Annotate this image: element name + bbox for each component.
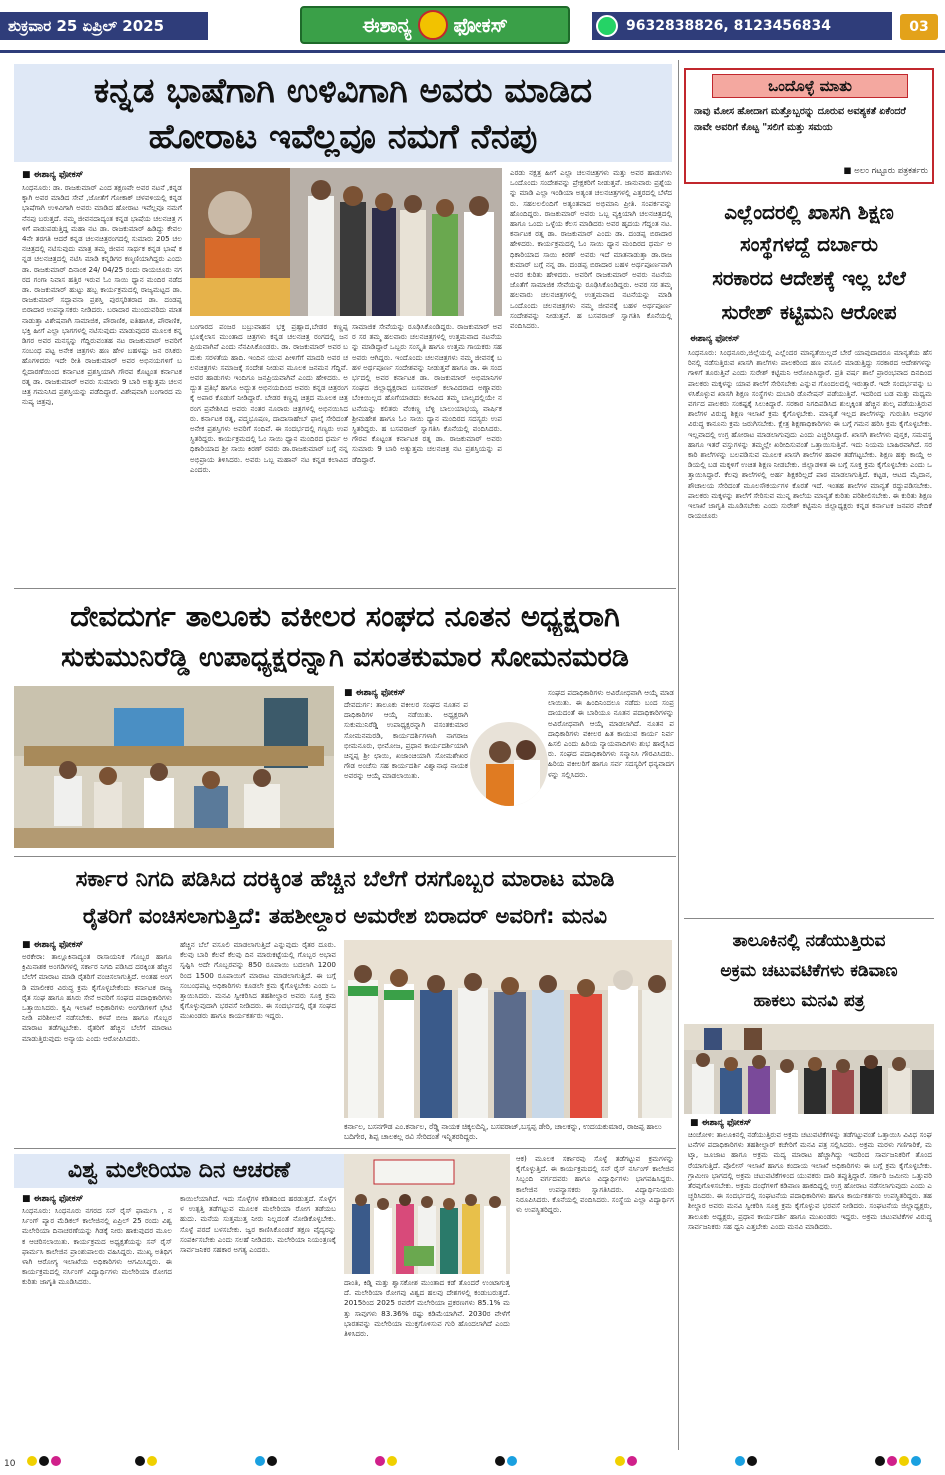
thought-box-title: ಒಂದೊಳ್ಳೆ ಮಾತು bbox=[712, 74, 908, 98]
emblem-icon bbox=[418, 10, 448, 40]
story4-body-col4: ಆಕ) ಮೂಲಕ ಸರ್ಕಾರವು ಸೊಳ್ಳೆ ತಡೆಗಟ್ಟುವ ಕ್ರಮಗಳನ್ನು ಕೈಗೊಳ್ಳುತ್ತಿದೆ. ಈ ಕಾರ್ಯಕ್ರಮದಲ್ಲಿ ಸನ್ ರೈಸ್ ನರ್ಸಿಂಗ್ ಕಾಲೇಜಿನ ಸಿಬ್ಬಂದಿ ವರ್ಗದವರು ಹಾಗೂ ವಿದ್ಯಾರ್ಥಿಗಳು ಭಾಗವಹಿಸಿದ್ದರು. ಕಾಲೇಜಿನ ಉಪನ್ಯಾಸಕರು ಸ್ವಾಗತಿಸಿದರು. ವಿದ್ಯಾರ್ಥಿನಿಯರು ನಿರೂಪಿಸಿದರು. ಕೊನೆಯಲ್ಲಿ ವಂದಿಸಿದರು. ಸಂಸ್ಥೆಯ ಎಲ್ಲಾ ವಿದ್ಯಾರ್ಥಿಗಳು ಉಪಸ್ಥಿತರಿದ್ದರು. bbox=[516, 1154, 674, 1215]
story-right2-headline-line3: ಹಾಕಲು ಮನವಿ ಪತ್ರ bbox=[753, 991, 865, 1011]
thought-box-author: ■ ಅಲಂ ಗಟ್ಟೂರು ಪತ್ರಕರ್ತರು bbox=[843, 166, 928, 176]
story3-caption: ಕರ್ನಾಲ, ಬಸನಗೌಡ ಎಂ.ಕರ್ನಾಲ, ರೆಡ್ಡಿ ನಾಯಕ ಚಿಕ್ಕಲದಿನ್ನಿ, ಬಸವರಾಜ್,ಬಸ್ಸಪ್ಪ ಡೇರಿ, ಚಾಲಕನ್ನು, ಉದಯಕುಮಾರ, ರಾಜಪ್ಪ ಹಾಲು ಬದಿಗೇರ, ಶಿಪ್ಪ ಚಾಲಕಲ್ಲ ರವಿ ಸೇರಿದಂತೆ ಇನ್ನಿತರರಿದ್ದರು. bbox=[344, 1122, 662, 1141]
story2-body-col2: ಸಂಘದ ಪದಾಧಿಕಾರಿಗಳು ಅವಿರೋಧವಾಗಿ ಆಯ್ಕೆ ಮಾಡಲಾಯಿತು. ಈ ಹಿಂದಿನಿಂದಲೂ ನಡೆದು ಬಂದ ಸಂಪ್ರದಾಯದಂತೆ ಈ ಬಾರಿಯೂ ನೂತನ ಪದಾಧಿಕಾರಿಗಳನ್ನು ಅವಿರೋಧವಾಗಿ ಆಯ್ಕೆ ಮಾಡಲಾಗಿದೆ. ನೂತನ ಪದಾಧಿಕಾರಿಗಳು ವಕೀಲರ ಹಿತ ಕಾಯುವ ಕಾರ್ಯ ನಿರ್ವಹಿಸಲಿ ಎಂದು ಹಿರಿಯ ನ್ಯಾಯವಾದಿಗಳು ಶುಭ ಹಾರೈಸಿದರು. ಸಂಘದ ಪದಾಧಿಕಾರಿಗಳು ಸನ್ಮಾನಿಸಿ ಗೌರವಿಸಿದರು. ಹಿರಿಯ ವಕೀಲರಿಗೆ ಹಾಗೂ ಸರ್ವ ಸದಸ್ಯರಿಗೆ ಧನ್ಯವಾದಗಳನ್ನು ಸಲ್ಲಿಸಿದರು. bbox=[548, 688, 674, 779]
photo-officials-office bbox=[684, 1024, 934, 1114]
story2-body-col1: ದೇವದುರ್ಗ: ತಾಲೂಕು ವಕೀಲರ ಸಂಘದ ನೂತನ ಪದಾಧಿಕಾರಿಗಳ ಆಯ್ಕೆ ನಡೆಯಿತು. ಅಧ್ಯಕ್ಷರಾಗಿ ಸುಕುಮುನಿರೆಡ್ಡಿ ಉಪಾಧ್ಯಕ್ಷರನ್ನಾಗಿ ವಸಂತಕುಮಾರ ಸೋಮನಮರಡಿ, ಕಾರ್ಯದರ್ಶಿಗಳಾಗಿ ನಾಗರಾಜ ಭೀಮನೂರು, ಭೀಮೋಜ, ಪ್ರಧಾನ ಕಾರ್ಯದರ್ಶಿಯಾಗಿ ಚಿನ್ನಪ್ಪ ಶ್ರೀ ಛಾಯಿ, ಖಜಾಂಚಿಯಾಗಿ ಸೋಮಶೇಖರ ಗೌಡ ಅಂಚೆಸು ಸಹ ಕಾರ್ಯದರ್ಶಿ ವಿಶ್ವಾನಾಥ ನಾಯಕ ಅವರನ್ನು ಆಯ್ಕೆ ಮಾಡಲಾಯಿತು. bbox=[344, 700, 468, 781]
photo-event-group bbox=[190, 168, 502, 316]
story-right-body: ಸಿಂಧನೂರು: ಸಿಂಧನೂರು,ಜಿಲ್ಲೆಯಲ್ಲಿ ಎಲ್ಲೆಂದರ ಮಾನ್ಯತೆಯಿಲ್ಲದೆ ಬೇರೆ ಯಾವುದಾದರೂ ಮಾನ್ಯತೆಯ ಹೆಸರಿನಲ್ಲಿ ನಡೆಸುತ್ತಿರುವ ಖಾಸಗಿ ಶಾಲೆಗಳು ಪಾಲಕರಿಂದ ಹಣ ವಸೂಲಿ ಮಾಡುತ್ತಿದ್ದು ಸರಕಾರದ ಆದೇಶಗಳನ್ನು ಗಾಳಿಗೆ ತೂರುತ್ತಿವೆ ಎಂದು ಸುರೇಶ್ ಕಟ್ಟಿಮನಿ ಆರೋಪಿಸಿದ್ದಾರೆ. ಪ್ರತಿ ವರ್ಷ ಶಾಲೆ ಪ್ರಾರಂಭವಾದ ದಿನದಿಂದ ಪಾಲಕರು ಮಕ್ಕಳನ್ನು ಯಾವ ಶಾಲೆಗೆ ಸೇರಿಸಬೇಕು ಎನ್ನುವ ಗೊಂದಲದಲ್ಲಿ ಇರುತ್ತಾರೆ. ಇದೇ ಸಂದರ್ಭವನ್ನು ಬಳಸಿಕೊಳ್ಳುವ ಖಾಸಗಿ ಶಿಕ್ಷಣ ಸಂಸ್ಥೆಗಳು ದುಬಾರಿ ಡೊನೇಷನ್ ಪಡೆಯುತ್ತಿವೆ. ಇದರಿಂದ ಬಡ ಮತ್ತು ಮಧ್ಯಮ ವರ್ಗದ ಪಾಲಕರು ಸಂಕಷ್ಟಕ್ಕೆ ಸಿಲುಕಿದ್ದಾರೆ. ಸರಕಾರ ನಿಗದಿಪಡಿಸಿದ ಶುಲ್ಕಕ್ಕಿಂತ ಹೆಚ್ಚಿನ ಶುಲ್ಕ ಪಡೆಯುತ್ತಿರುವ ಶಾಲೆಗಳ ವಿರುದ್ಧ ಶಿಕ್ಷಣ ಇಲಾಖೆ ಕ್ರಮ ಕೈಗೊಳ್ಳಬೇಕು. ಮಾನ್ಯತೆ ಇಲ್ಲದ ಶಾಲೆಗಳನ್ನು ಗುರುತಿಸಿ ಅವುಗಳ ವಿರುದ್ಧ ಕಾನೂನು ಕ್ರಮ ಜರುಗಿಸಬೇಕು. ಕ್ಷೇತ್ರ ಶಿಕ್ಷಣಾಧಿಕಾರಿಗಳು ಈ ಬಗ್ಗೆ ಗಮನ ಹರಿಸಿ ಕ್ರಮ ಕೈಗೊಳ್ಳಬೇಕು. ಇಲ್ಲವಾದಲ್ಲಿ ಉಗ್ರ ಹೋರಾಟ ಮಾಡಲಾಗುವುದು ಎಂದು ಎಚ್ಚರಿಸಿದ್ದಾರೆ. ಖಾಸಗಿ ಶಾಲೆಗಳು ಪುಸ್ತಕ, ಸಮವಸ್ತ್ರ ಹಾಗೂ ಇತರೆ ವಸ್ತುಗಳನ್ನು ತಮ್ಮಲ್ಲೇ ಖರೀದಿಸುವಂತೆ ಒತ್ತಾಯಿಸುತ್ತಿವೆ. ಇದು ನಿಯಮ ಬಾಹಿರವಾಗಿದೆ. ಸರಕಾರಿ ಶಾಲೆಗಳನ್ನು ಬಲಪಡಿಸುವ ಮೂಲಕ ಖಾಸಗಿ ಶಾಲೆಗಳ ಹಾವಳಿ ತಡೆಗಟ್ಟಬೇಕು. ಶಿಕ್ಷಣ ಹಕ್ಕು ಕಾಯ್ದೆ ಅಡಿಯಲ್ಲಿ ಬಡ ಮಕ್ಕಳಿಗೆ ಉಚಿತ ಶಿಕ್ಷಣ ನೀಡಬೇಕು. ಜಿಲ್ಲಾಡಳಿತ ಈ ಬಗ್ಗೆ ಸೂಕ್ತ ಕ್ರಮ ಕೈಗೊಳ್ಳಬೇಕು ಎಂದು ಒತ್ತಾಯಿಸಿದ್ದಾರೆ. ಕೆಲವು ಶಾಲೆಗಳಲ್ಲಿ ಅರ್ಹ ಶಿಕ್ಷಕರಿಲ್ಲದೆ ಪಾಠ ಮಾಡಲಾಗುತ್ತಿದೆ. ಕಟ್ಟಡ, ಆಟದ ಮೈದಾನ, ಶೌಚಾಲಯ ಸೇರಿದಂತೆ ಮೂಲಸೌಕರ್ಯಗಳ ಕೊರತೆ ಇದೆ. ಇಂತಹ ಶಾಲೆಗಳ ಮಾನ್ಯತೆ ರದ್ದುಪಡಿಸಬೇಕು. ಪಾಲಕರು ಮಕ್ಕಳನ್ನು ಶಾಲೆಗೆ ಸೇರಿಸುವ ಮುನ್ನ ಶಾಲೆಯ ಮಾನ್ಯತೆ ಕುರಿತು ಪರಿಶೀಲಿಸಬೇಕು. ಈ ಕುರಿತು ಶಿಕ್ಷಣ ಇಲಾಖೆ ಜಾಗೃತಿ ಮೂಡಿಸಬೇಕು ಎಂದು ಸುರೇಶ್ ಕಟ್ಟಿಮನಿ ಜಿಲ್ಲಾಧ್ಯಕ್ಷರು ಕನ್ನಡ ಕರ್ನಾಟಕ ಜನಪರ ವೇದಿಕೆ ರಾಯಚೂರು bbox=[688, 348, 932, 521]
section-divider bbox=[14, 1148, 676, 1149]
masthead-rule bbox=[0, 50, 945, 53]
story3-body-col1: ಅರಕೇರಾ: ತಾಲ್ಲೂಕಿನಾದ್ಯಂತ ರಾಸಾಯನಿಕ ಗೊಬ್ಬರ ಹಾಗೂ ಕ್ರಿಮಿನಾಶಕ ಅಂಗಡಿಗಳಲ್ಲಿ ಸರ್ಕಾರ ನಿಗದಿ ಪಡಿಸಿದ ದರಕ್ಕಿಂತ ಹೆಚ್ಚಿನ ಬೆಲೆಗೆ ಮಾರಾಟ ಮಾಡಿ ರೈತರಿಗೆ ವಂಚಿಸಲಾಗುತ್ತಿದೆ. ಅಂತಹ ಅಂಗಡಿ ಮಾಲೀಕರ ವಿರುದ್ಧ ಕ್ರಮ ಕೈಗೊಳ್ಳಬೇಕೆಂದು ಕರ್ನಾಟಕ ರಾಜ್ಯ ರೈತ ಸಂಘ ಹಾಗೂ ಹಸಿರು ಸೇನೆ ಅವರಿಗೆ ಸಂಘದ ಪದಾಧಿಕಾರಿಗಳು ಒತ್ತಾಯಿಸಿದರು. ಕೃಷಿ ಇಲಾಖೆ ಅಧಿಕಾರಿಗಳು ಅಂಗಡಿಗಳಿಗೆ ಭೇಟಿ ನೀಡಿ ಪರಿಶೀಲನೆ ನಡೆಸಬೇಕು. ಕಳಪೆ ಬೀಜ ಹಾಗೂ ಗೊಬ್ಬರ ಮಾರಾಟ ತಡೆಗಟ್ಟಬೇಕು. ರೈತರಿಗೆ ಹೆಚ್ಚಿನ ಬೆಲೆಗೆ ಮಾರಾಟ ಮಾಡುತ್ತಿರುವುದು ಅನ್ಯಾಯ ಎಂದು ಆರೋಪಿಸಿದರು. bbox=[22, 952, 172, 1043]
story4-body-col1: ಸಿಂಧನೂರು: ಸಿಂಧನೂರು ನಗರದ ಸನ್ ರೈಸ್ ಫಾರ್ಮಸಿ , ನರ್ಸಿಂಗ್ ಪ್ಯಾರ ಮೆಡಿಕಲ್ ಕಾಲೇಜಿನಲ್ಲಿ ಏಪ್ರಿಲ್ 25 ರಂದು ವಿಶ್ವ ಮಲೇರಿಯಾ ದಿನಾಚರಣೆಯನ್ನು ಗಿಡಕ್ಕೆ ನೀರು ಹಾಕುವುದರ ಮೂಲಕ ಆಚರಿಸಲಾಯಿತು. ಕಾರ್ಯಕ್ರಮದ ಅಧ್ಯಕ್ಷತೆಯನ್ನು ಸನ್ ರೈಸ್ ಫಾರ್ಮಸಿ ಕಾಲೇಜಿನ ಪ್ರಾಂಶುಪಾಲರು ವಹಿಸಿದ್ದರು. ಮುಖ್ಯ ಅತಿಥಿಗಳಾಗಿ ಆರೋಗ್ಯ ಇಲಾಖೆಯ ಅಧಿಕಾರಿಗಳು ಆಗಮಿಸಿದ್ದರು. ಈ ಕಾರ್ಯಕ್ರಮದಲ್ಲಿ ನರ್ಸಿಂಗ್ ವಿದ್ಯಾರ್ಥಿಗಳು ಮಲೇರಿಯಾ ರೋಗದ ಕುರಿತು ಜಾಗೃತಿ ಮೂಡಿಸಿದರು. bbox=[22, 1206, 172, 1287]
story4-headline: ವಿಶ್ವ ಮಲೇರಿಯಾ ದಿನ ಆಚರಣೆ bbox=[67, 1158, 291, 1183]
story1-byline: ■ ಈಶಾನ್ಯ ಫೋಕಸ್ bbox=[22, 170, 84, 180]
print-registration-marks bbox=[0, 1452, 945, 1472]
story3-headline-line1: ಸರ್ಕಾರ ನಿಗದಿ ಪಡಿಸಿದ ದರಕ್ಕಿಂತ ಹೆಚ್ಚಿನ ಬೆಲೆಗೆ ರಸಗೊಬ್ಬರ ಮಾರಾಟ ಮಾಡಿ bbox=[75, 867, 615, 892]
photo-farmers-memorandum bbox=[344, 940, 672, 1118]
story3-body-col2: ಹೆಚ್ಚಿನ ಬೆಲೆ ವಸೂಲಿ ಮಾಡಲಾಗುತ್ತಿದೆ ಎನ್ನುವುದು ರೈತರ ದೂರು. ಕೆಲವು ಬಾರಿ ಕೆಲವೆ ಕೆಲವು ದಿನ ಮಾರುಕಟ್ಟೆಯಲ್ಲಿ ಗೊಬ್ಬರ ಅಭಾವ ಸೃಷ್ಟಿಸಿ ಅದೇ ಗೊಬ್ಬರವನ್ನು 850 ರೂಪಾಯಿ ಬದಲಾಗಿ 1200 ರಿಂದ 1500 ರೂಪಾಯಿಗೆ ಮಾರಾಟ ಮಾಡಲಾಗುತ್ತಿದೆ. ಈ ಬಗ್ಗೆ ಸಂಬಂಧಪಟ್ಟ ಅಧಿಕಾರಿಗಳು ಕೂಡಲೇ ಕ್ರಮ ಕೈಗೊಳ್ಳಬೇಕು ಎಂದು ಒತ್ತಾಯಿಸಿದರು. ಮನವಿ ಸ್ವೀಕರಿಸಿದ ತಹಶೀಲ್ದಾರ ಅವರು ಸೂಕ್ತ ಕ್ರಮ ಕೈಗೊಳ್ಳುವುದಾಗಿ ಭರವಸೆ ನೀಡಿದರು. ಈ ಸಂದರ್ಭದಲ್ಲಿ ರೈತ ಸಂಘದ ಮುಖಂಡರು ಹಾಗೂ ಕಾರ್ಯಕರ್ತರು ಇದ್ದರು. bbox=[180, 940, 336, 1021]
story1-photo bbox=[190, 168, 502, 316]
story-right-byline: ಈಶಾನ್ಯ ಫೋಕಸ್ bbox=[690, 334, 740, 344]
story1-body-col3: ಸಾಮಾಜಿಕ ಸೇವೆಯನ್ನು ರೂಢಿಸಿಕೊಂಡಿದ್ದರು. ರಾಜಕುಮಾರ್ ಅವರ ಸರ ತಮ್ಮ ಹಲವಾರು ಚಲನಚಿತ್ರಗಳಲ್ಲಿ ಉತ್ತಮವಾದ ನಟನೆಯನ್ನು ಮಾಡಿದ್ದಾರೆ ಒಬ್ಬರು ಸಂಸ್ಕೃತಿ ಹಾಗೂ ಉತ್ತಮ ಗಾಯಕರು ಸಹ ಅವರು ಆಗಿದ್ದರು. ಇಂದೊಂದು ಚಲನಚಿತ್ರಗಳು ನಮ್ಮ ಜೀವನಕ್ಕೆ ಬಹಳ ಅರ್ಥಪೂರ್ಣ ಸಂದೇಶವನ್ನು ನೀಡುತ್ತವೆ ಹಾಗೂ ಡಾ. ಈ ಸಂದರ್ಭದಲ್ಲಿ ಅವರ ಕರ್ನಾಟಕ ಡಾ. ರಾಜಕುಮಾರ್ ಅಭಿಮಾನಿಗಳ ಸಂಘದ ಜಿಲ್ಲಾಧ್ಯಕ್ಷರಾದ ಬಸವರಾಜ್ ಕಲಾವಿದರಾದ ಅಣ್ಣಾವರು ಬೆಂಕಿಯಿಲ್ಲದ ಹೊಗೆಯಾಡದು ಕಲಾವಿದ ತಮ್ಮ ಬಾಲ್ಯದಲ್ಲಿಯೇ ನಟನೆಯನ್ನು ಕಲಿತರು ವೆಂಕಣ್ಣ ಬೆಳ್ಳಿ ಬಾಲುಯಾಭಯ್ಯ ವಾರ್ಷಿಕ ಶ್ರೀಮಹೇಶ ಹಾಗೂ ಓಂ ಸಾಯಿ ಧ್ಯಾನ ಮಂದಿರದ ಸದಸ್ಯರು ಉಪಸ್ಥಿತರಿದ್ದರು. ಹ ಬಸವರಾಜ್ ಸ್ವಾಗತಿಸಿ ಕೊನೆಯಲ್ಲಿ ವಂದಿಸಿದರು. ಗೌರವ ಕೊಟ್ಟಂತ ಕರ್ನಾಟಕ ರತ್ನ ಡಾ. ರಾಜಕುಮಾರ್ ಅವರು ಸುಮಾರು 9 ಬಾರಿ ಅತ್ಯುತ್ತಮ ಚಲನಚಿತ್ರ ನಟ ಪ್ರಶಸ್ತಿಯನ್ನು ಪಡೆದಿದ್ದಾರೆ. bbox=[352, 322, 502, 464]
photo-meeting-hall bbox=[14, 686, 334, 848]
story-right2-headline-line2: ಅಕ್ರಮ ಚಟುವಟಿಕೆಗಳು ಕಡಿವಾಣ bbox=[720, 961, 898, 981]
story4-photo bbox=[344, 1154, 510, 1274]
story2-inset-photo bbox=[470, 722, 548, 806]
story4-body-col3: ದಾಂತಿ, ಕಿಡ್ನಿ ಮತ್ತು ಶ್ವಾಸಕೋಶ ಮುಂತಾದ ಕಡೆ ತೊಂದರೆ ಉಂಟಾಗುತ್ತದೆ. ಮಲೇರಿಯಾ ರೋಗವು ವಿಶ್ವದ ಹಲವು ದೇಶಗಳಲ್ಲಿ ಕಂಡುಬರುತ್ತದೆ. 2015ರಿಂದ 2025 ರವರೆಗೆ ಮಲೇರಿಯಾ ಪ್ರಕರಣಗಳು 85.1% ಮತ್ತು ಸಾವುಗಳು 83.36% ರಷ್ಟು ಕಡಿಮೆಯಾಗಿವೆ. 2030ರ ವೇಳೆಗೆ ಭಾರತವನ್ನು ಮಲೇರಿಯಾ ಮುಕ್ತಗೊಳಿಸುವ ಗುರಿ ಹೊಂದಲಾಗಿದೆ ಎಂದು ತಿಳಿಸಿದರು. bbox=[344, 1278, 510, 1339]
newspaper-logo bbox=[300, 6, 570, 44]
story-right-headline-line1: ಎಲ್ಲೆಂದರಲ್ಲಿ ಖಾಸಗಿ ಶಿಕ್ಷಣ bbox=[724, 200, 894, 224]
story-right-headline-line4: ಸುರೇಶ್ ಕಟ್ಟಿಮನಿ ಆರೋಪ bbox=[721, 300, 897, 324]
section-divider bbox=[14, 856, 676, 857]
section-divider bbox=[14, 588, 676, 589]
section-divider bbox=[684, 918, 934, 919]
story2-headline-line2: ಸುಕುಮುನಿರೆಡ್ಡಿ ಉಪಾಧ್ಯಕ್ಷರನ್ನಾಗಿ ವಸಂತಕುಮಾರ ಸೋಮನಮರಡಿ bbox=[61, 642, 629, 673]
story3-headline-line2: ರೈತರಿಗೆ ವಂಚಿಸಲಾಗುತ್ತಿದೆ: ತಹಶೀಲ್ದಾರ ಅಮರೇಶ ಬಿರಾದರ್ ಅವರಿಗೆ: ಮನವಿ bbox=[82, 904, 608, 928]
story1-body-col2: ಬಂಗಾರದ ಪಂಜರ ಬಬ್ರುವಾಹನ ಭಕ್ತ ಪ್ರಹ್ಲಾದ,ಬೇಡರ ಕಣ್ಣಪ್ಪ ಭೂಕೈಲಾಸ ಮುಂತಾದ ಚಿತ್ರಗಳು ಕನ್ನಡ ಚಲನಚಿತ್ರ ರಂಗದಲ್ಲಿ ಜನಪ್ರಿಯವಾಗಿವೆ ಎಂದು ನೆನಪಿಸಿಕೊಂಡರು. ಡಾ. ರಾಜಕುಮಾರ್ ಅವರ ಬದುಕು ಸರಳತೆಯ ಹಾದಿ. ಇಂದಿನ ಯುವ ಪೀಳಿಗೆಗೆ ಮಾದರಿ ಅವರ ಚಲನಚಿತ್ರಗಳು ಸಮಾಜಕ್ಕೆ ಸಂದೇಶ ನೀಡುವ ಮೂಲಕ ಜನಮನ ಗೆದ್ದಿವೆ. ಅವರ ಹಾಡುಗಳು ಇಂದಿಗೂ ಜನಪ್ರಿಯವಾಗಿವೆ ಎಂದು ಹೇಳಿದರು. ಅದ್ಭುತ ಪ್ರತಿಭೆ ಹಾಗೂ ಅದ್ಭುತ ಅಭಿನಯದಿಂದ ಅವರು ಕನ್ನಡ ಚಿತ್ರರಂಗಕ್ಕೆ ಅಪಾರ ಕೊಡುಗೆ ನೀಡಿದ್ದಾರೆ. ಬೇಡರ ಕಣ್ಣಪ್ಪ ಚಿತ್ರದ ಮೂಲಕ ಚಿತ್ರರಂಗ ಪ್ರವೇಶಿಸಿದ ಅವರು ನಂತರ ನೂರಾರು ಚಿತ್ರಗಳಲ್ಲಿ ಅಭಿನಯಿಸಿದರು. ಕರ್ನಾಟಕ ರತ್ನ, ಪದ್ಮಭೂಷಣ, ದಾದಾಸಾಹೇಬ್ ಫಾಲ್ಕೆ ಸೇರಿದಂತೆ ಅನೇಕ ಪ್ರಶಸ್ತಿಗಳು ಅವರಿಗೆ ಸಂದಿವೆ. ಈ ಸಂದರ್ಭದಲ್ಲಿ ಗಣ್ಯರು ಉಪಸ್ಥಿತರಿದ್ದರು. ಕಾರ್ಯಕ್ರಮದಲ್ಲಿ ಓಂ ಸಾಯಿ ಧ್ಯಾನ ಮಂದಿರದ ಧರ್ಮ ಅಧಿಕಾರಿಯಾದ ಶ್ರೀ ಸಾಯಿ ಕಿರಣ್ ರವರು ಡಾ.ರಾಜಕುಮಾರ್ ಬಗ್ಗೆ ನನ್ನ ಅಭಿಪ್ರಾಯ ತಿಳಿಸಿದರು. ಅವರು ಒಬ್ಬ ಮಹಾನ್ ನಟ ಕನ್ನಡ ಕಲಾವಿದ ಎಂದರು. bbox=[190, 322, 348, 474]
story-right-headline-line3: ಸರಕಾರದ ಆದೇಶಕ್ಕೆ ಇಲ್ಲ ಬೆಲೆ bbox=[712, 266, 906, 290]
issue-date: ಶುಕ್ರವಾರ 25 ಏಪ್ರಿಲ್ 2025 bbox=[0, 12, 208, 40]
story-right-headline-line2: ಸಂಸ್ಥೆಗಳದ್ದೆ ದರ್ಬಾರು bbox=[739, 232, 879, 256]
story3-photo bbox=[344, 940, 672, 1118]
contact-phone: 9632838826, 8123456834 bbox=[592, 12, 892, 40]
story3-byline: ■ ಈಶಾನ್ಯ ಫೋಕಸ್ bbox=[22, 940, 84, 950]
story1-body-col1: ಸಿಂಧನೂರು: ಡಾ. ರಾಜಕುಮಾರ್ ಎಂದ ತಕ್ಷಣವೇ ಅವರ ನಟನೆ ,ಕನ್ನಡಕ್ಕಾಗಿ ಅವರ ಮಾಡಿದ ಸೇವೆ ,ಜೋತೆಗೆ ಗೋಕಾಕ್ ಚಳವಳಿಯಲ್ಲಿ ಕನ್ನಡ ಭಾಷೆಗಾಗಿ ಉಳಿವಿಗಾಗಿ ಅವರು ಮಾಡಿದ ಹೋರಾಟ ಇವೆಲ್ಲವೂ ನಮಗೆ ನೆನಪು ಬರುತ್ತದೆ. ನಮ್ಮ ಜೀವನದಾದ್ಯಂತ ಕನ್ನಡ ಭಾಷೆಯ ಚಲನಚಿತ್ರ ಗಳಿಗೆ ಪಾಡುಪಡುತ್ತಿದ್ದ ಮಹಾ ನಟ ಡಾ. ರಾಜಕುಮಾರ್ ಹಿಡಿದ್ದು ಕೇವಲ 4ನೇ ತರಗತಿ ಆದರೆ ಕನ್ನಡ ಚಲನಚಿತ್ರರಂಗದಲ್ಲಿ ಸುಮಾರು 205 ಚಲನಚಿತ್ರದಲ್ಲಿ ನಟಿಸುವುದು ಮಾತ್ರ ತಮ್ಮ ಜೀವನ ಸಾರ್ಥಕ ಕನ್ನಡ ಭಾಷೆ ಕನ್ನಡ ಚಲನಚಿತ್ರದಲ್ಲಿ ನಟಿಸಿ ಮಾಡಿ ಕನ್ನಡಿಗರ ಕಣ್ಮಣಿಯಾಗಿದ್ದರು ಎಂದು ಡಾ. ರಾಜಕುಮಾರ್ ದಿನಾಂಕ 24/ 04/25 ರಂದು ರಾಯಚೂರು ನಗರದ ಗಂಗಾ ನಿವಾಸ ಹತ್ತಿರ ಇರುವ ಓಂ ಸಾಯಿ ಧ್ಯಾನ ಮಂದಿರ ನಡೆದ ಡಾ. ರಾಜಕುಮಾರ್ ಹುಟ್ಟು ಹಬ್ಬ ಕಾರ್ಯಕ್ರಮದಲ್ಲಿ ರಾಜ್ಯಮಟ್ಟದ ಡಾ. ರಾಜಕುಮಾರ್ ಸದ್ಭಾವನಾ ಪ್ರಶಸ್ತಿ ಪುರಸ್ಕರಿತರಾದ ಡಾ. ದಂಡಪ್ಪ ಬಿರಾದಾರ ಉಪನ್ಯಾಸಕರು ನೀಡಿದರು. ಬರಾದಾರ ಮುಂದುವರಿದು ಮಾತನಾಡುತ್ತಾ ವಿಶೇಷವಾಗಿ ಸಾಮಾಜಿಕ, ಪೌರಾಣಿಕ, ಐತಿಹಾಸಿಕ, ಪೌರಾಣಿಕ, ಭಕ್ತಿ ಹೀಗೆ ಎಲ್ಲಾ ಭಾಗಗಳಲ್ಲಿ ನಟಿಸುವುದು ಮಾಡುವುದರ ಮೂಲಕ ಕನ್ನಡಿಗರ ಅವರ ಮನಸ್ಸನ್ನು ಗೆದ್ದಿರುವಂತಹ ನಟ ರಾಜಕುಮಾರ್ ಅವರಿಗೆ ಸಂಬಂಧ ಪಟ್ಟ ಅನೇಕ ಚಿತ್ರಗಳು ಹಣ ಹೇಳ ಬಹಳಷ್ಟು ಜನ ರಸಿಕರು ಹೊಗಳಿದರು ಇದೇ ರೀತಿ ರಾಜಕುಮಾರ್ ಅವರ ಅಭಿನಯಗಳಿಗೆ ಬಲ್ಲಿದಾರಣೆಯಿಂದ ಕರ್ನಾಟಕ ಪ್ರಶಸ್ತಿಯಾಗಿ ಗೌರವ ಕೊಟ್ಟಂತ ಕರ್ನಾಟಕ ರತ್ನ ಡಾ. ರಾಜಕುಮಾರ್ ಅವರು ಸುಮಾರು 9 ಬಾರಿ ಅತ್ಯುತ್ತಮ ಚಲನಚಿತ್ರ ಗಮನಿಸಿದ ಪ್ರಶಸ್ತಿಯನ್ನು ಪಡೆದಿದ್ದಾರೆ. ವಿಶೇಷವಾಗಿ ಬಂಗಾರದ ಮನುಷ್ಯ ಚಿತ್ರವು, bbox=[22, 183, 182, 407]
story4-byline: ■ ಈಶಾನ್ಯ ಫೋಕಸ್ bbox=[22, 1194, 84, 1204]
photo-malaria-day bbox=[344, 1154, 510, 1274]
logo-right-text: ಫೋಕಸ್ bbox=[453, 13, 508, 37]
thought-box-text: ನಾವು ಮೋಸ ಹೋದಾಗ ಮತ್ತೊಬ್ಬರನ್ನು ದೂರುವ ಅವಶ್ಯಕತೆ ಏಕೆಂದರೆ ನಾವೇ ಅವರಿಗೆ ಕೊಟ್ಟ "ಸಲಿಗೆ ಮತ್ತು ಸಮಯ bbox=[694, 106, 906, 133]
story2-headline-line1: ದೇವದುರ್ಗ ತಾಲೂಕು ವಕೀಲರ ಸಂಘದ ನೂತನ ಅಧ್ಯಕ್ಷರಾಗಿ bbox=[70, 599, 620, 633]
story-right2-photo bbox=[684, 1024, 934, 1114]
story2-photo bbox=[14, 686, 334, 848]
photo-felicitation bbox=[470, 722, 548, 806]
column-divider bbox=[678, 60, 679, 1450]
story2-byline: ■ ಈಶಾನ್ಯ ಫೋಕಸ್ bbox=[344, 688, 406, 698]
story-right2-body: ಚಿಂಚೋಳಿ: ತಾಲೂಕಿನಲ್ಲಿ ನಡೆಯುತ್ತಿರುವ ಅಕ್ರಮ ಚಟುವಟಿಕೆಗಳನ್ನು ತಡೆಗಟ್ಟುವಂತೆ ಒತ್ತಾಯಿಸಿ ವಿವಿಧ ಸಂಘಟನೆಗಳ ಪದಾಧಿಕಾರಿಗಳು ತಹಶೀಲ್ದಾರ್ ಕಚೇರಿಗೆ ಮನವಿ ಪತ್ರ ಸಲ್ಲಿಸಿದರು. ಅಕ್ರಮ ಮರಳು ಗಣಿಗಾರಿಕೆ, ಮಟ್ಕಾ, ಜೂಜಾಟ ಹಾಗೂ ಅಕ್ರಮ ಮದ್ಯ ಮಾರಾಟ ಹೆಚ್ಚಾಗಿದ್ದು ಇದರಿಂದ ಸಾರ್ವಜನಿಕರಿಗೆ ತೊಂದರೆಯಾಗುತ್ತಿದೆ. ಪೊಲೀಸ್ ಇಲಾಖೆ ಹಾಗೂ ಕಂದಾಯ ಇಲಾಖೆ ಅಧಿಕಾರಿಗಳು ಈ ಬಗ್ಗೆ ಕ್ರಮ ಕೈಗೊಳ್ಳಬೇಕು. ಗ್ರಾಮೀಣ ಭಾಗದಲ್ಲಿ ಅಕ್ರಮ ಚಟುವಟಿಕೆಗಳಿಂದ ಯುವಕರು ದಾರಿ ತಪ್ಪುತ್ತಿದ್ದಾರೆ. ಸರ್ಕಾರಿ ಜಮೀನು ಒತ್ತುವರಿ ತೆರವುಗೊಳಿಸಬೇಕು. ಅಕ್ರಮ ದಂಧೆಗಳಿಗೆ ಕಡಿವಾಣ ಹಾಕದಿದ್ದಲ್ಲಿ ಉಗ್ರ ಹೋರಾಟ ನಡೆಸಲಾಗುವುದು ಎಂದು ಎಚ್ಚರಿಸಿದರು. ಈ ಸಂದರ್ಭದಲ್ಲಿ ಸಂಘಟನೆಯ ಪದಾಧಿಕಾರಿಗಳು ಹಾಗೂ ಕಾರ್ಯಕರ್ತರು ಉಪಸ್ಥಿತರಿದ್ದರು. ತಹಶೀಲ್ದಾರ ಅವರು ಮನವಿ ಸ್ವೀಕರಿಸಿ ಸೂಕ್ತ ಕ್ರಮ ಕೈಗೊಳ್ಳುವ ಭರವಸೆ ನೀಡಿದರು. ಸಂಘಟನೆಯ ಜಿಲ್ಲಾಧ್ಯಕ್ಷರು, ತಾಲೂಕು ಅಧ್ಯಕ್ಷರು, ಪ್ರಧಾನ ಕಾರ್ಯದರ್ಶಿ ಹಾಗೂ ಮುಖಂಡರು ಇದ್ದರು. ಅಕ್ರಮ ಚಟುವಟಿಕೆಗಳ ವಿರುದ್ಧ ಸಾರ್ವಜನಿಕರು ಸಹ ಧ್ವನಿ ಎತ್ತಬೇಕು ಎಂದು ಮನವಿ ಮಾಡಿದರು. bbox=[688, 1130, 932, 1231]
story-right2-byline: ■ ಈಶಾನ್ಯ ಫೋಕಸ್ bbox=[690, 1118, 752, 1128]
page-number: 03 bbox=[900, 14, 938, 40]
whatsapp-icon bbox=[596, 15, 618, 37]
story1-headline-line1: ಕನ್ನಡ ಭಾಷೆಗಾಗಿ ಉಳಿವಿಗಾಗಿ ಅವರು ಮಾಡಿದ bbox=[93, 71, 593, 111]
story4-body-col2: ಕಾಯಿಲೆಯಾಗಿದೆ. ಇದು ಸೊಳ್ಳೆಗಳ ಕಡಿತದಿಂದ ಹರಡುತ್ತದೆ. ಸೊಳ್ಳೆಗಳ ಉತ್ಪತ್ತಿ ತಡೆಗಟ್ಟುವ ಮೂಲಕ ಮಲೇರಿಯಾ ರೋಗ ತಡೆಯಬಹುದು. ಮನೆಯ ಸುತ್ತಮುತ್ತ ನೀರು ನಿಲ್ಲದಂತೆ ನೋಡಿಕೊಳ್ಳಬೇಕು. ಸೊಳ್ಳೆ ಪರದೆ ಬಳಸಬೇಕು. ಜ್ವರ ಕಾಣಿಸಿಕೊಂಡರೆ ತಕ್ಷಣ ವೈದ್ಯರನ್ನು ಸಂಪರ್ಕಿಸಬೇಕು ಎಂದು ಸಲಹೆ ನೀಡಿದರು. ಮಲೇರಿಯಾ ನಿಯಂತ್ರಣಕ್ಕೆ ಸಾರ್ವಜನಿಕರ ಸಹಕಾರ ಅಗತ್ಯ ಎಂದರು. bbox=[180, 1194, 336, 1255]
story1-headline-line2: ಹೋರಾಟ ಇವೆಲ್ಲವೂ ನಮಗೆ ನೆನಪು bbox=[148, 117, 538, 157]
svg-text:10: 10 bbox=[4, 1459, 16, 1469]
logo-left-text: ಈಶಾನ್ಯ bbox=[362, 13, 412, 37]
story1-body-col4: ಎರಡು ನಕ್ಷತ್ರ ಹೀಗೆ ಎಲ್ಲಾ ಚಲನಚಿತ್ರಗಳು ಮತ್ತು ಅವರ ಹಾಡುಗಳು ಒಂದೊಂದು ಸಂದೇಶವನ್ನು ಪ್ರೇಕ್ಷಕರಿಗೆ ನೀಡುತ್ತವೆ. ಜಾನುವಾರು ಪ್ರಶ್ನೆಯನ್ನು ಮಾಡಿ ಎಲ್ಲಾ ಇಂಡಿಯಾ ಅತ್ಯಂತ ಚಲನಚಿತ್ರಗಳಲ್ಲಿ ಎತ್ತರದಲ್ಲಿ ಬೆಳೆದರು. ಸಹಲಲಲಿಂದಿಗೆ ಅತ್ಯಂತವಾದ ಅಭಿಮಾನಿ ಪ್ರೀತಿ. ಸಂಪರ್ಕವನ್ನು ಹೊಂದಿದ್ದರು. ರಾಜಕುಮಾರ್ ಅವರು ಒಬ್ಬ ವ್ಯಕ್ತಿಯಾಗಿ ಚಲನಚಿತ್ರದಲ್ಲಿ ಹಾಗೂ ಒಂದು ಒಳ್ಳೆಯ ಕೆಲಸ ಮಾಡಿದರು ಅವರ ಹೃದಯ ಗೆದ್ದಂತ ನಟ. ಕರ್ನಾಟಕ ರತ್ನ ಡಾ. ರಾಜಕುಮಾರ್ ಎಂದು ಡಾ. ದಂಡಪ್ಪ ಬಿರಾದಾರ ಹೇಳಿದರು. ಕಾರ್ಯಕ್ರಮದಲ್ಲಿ ಓಂ ಸಾಯಿ ಧ್ಯಾನ ಮಂದಿರದ ಧರ್ಮ ಅಧಿಕಾರಿಯಾದ ಸಾಯಿ ಕಿರಣ್ ಅವರು ಇದೆ ಮಾತನಾಡುತ್ತಾ ಡಾ.ರಾಜಕುಮಾರ್ ಬಗ್ಗೆ ನನ್ನ ಡಾ. ದಂಡಪ್ಪ ಬಿರಾದಾರ ಬಹಳ ಅರ್ಥಪೂರ್ಣವಾಗಿ ಅವರ ಕುರಿತು ಹೇಳಿದರು. ಅವರಿಗೆ ರಾಜಕುಮಾರ್ ಅವರು ನಟನೆಯ ಜೊತೆಗೆ ಸಾಮಾಜಿಕ ಸೇವೆಯನ್ನು ರೂಢಿಸಿಕೊಂಡಿದ್ದರು. ಅವರ ಸರ ತಮ್ಮ ಹಲವಾರು ಚಲನಚಿತ್ರಗಳಲ್ಲಿ ಉತ್ತಮವಾದ ನಟನೆಯನ್ನು ಮಾಡಿ ಒಂದೊಂದು ಚಲನಚಿತ್ರಗಳು ನಮ್ಮ ಜೀವನಕ್ಕೆ ಬಹಳ ಅರ್ಥಪೂರ್ಣ ಸಂದೇಶವನ್ನು ನೀಡುತ್ತವೆ. ಹ ಬಸವರಾಜ್ ಸ್ವಾಗತಿಸಿ ಕೊನೆಯಲ್ಲಿ ವಂದಿಸಿದರು. bbox=[510, 168, 672, 331]
story-right2-headline-line1: ತಾಲೂಕಿನಲ್ಲಿ ನಡೆಯುತ್ತಿರುವ bbox=[732, 931, 886, 951]
